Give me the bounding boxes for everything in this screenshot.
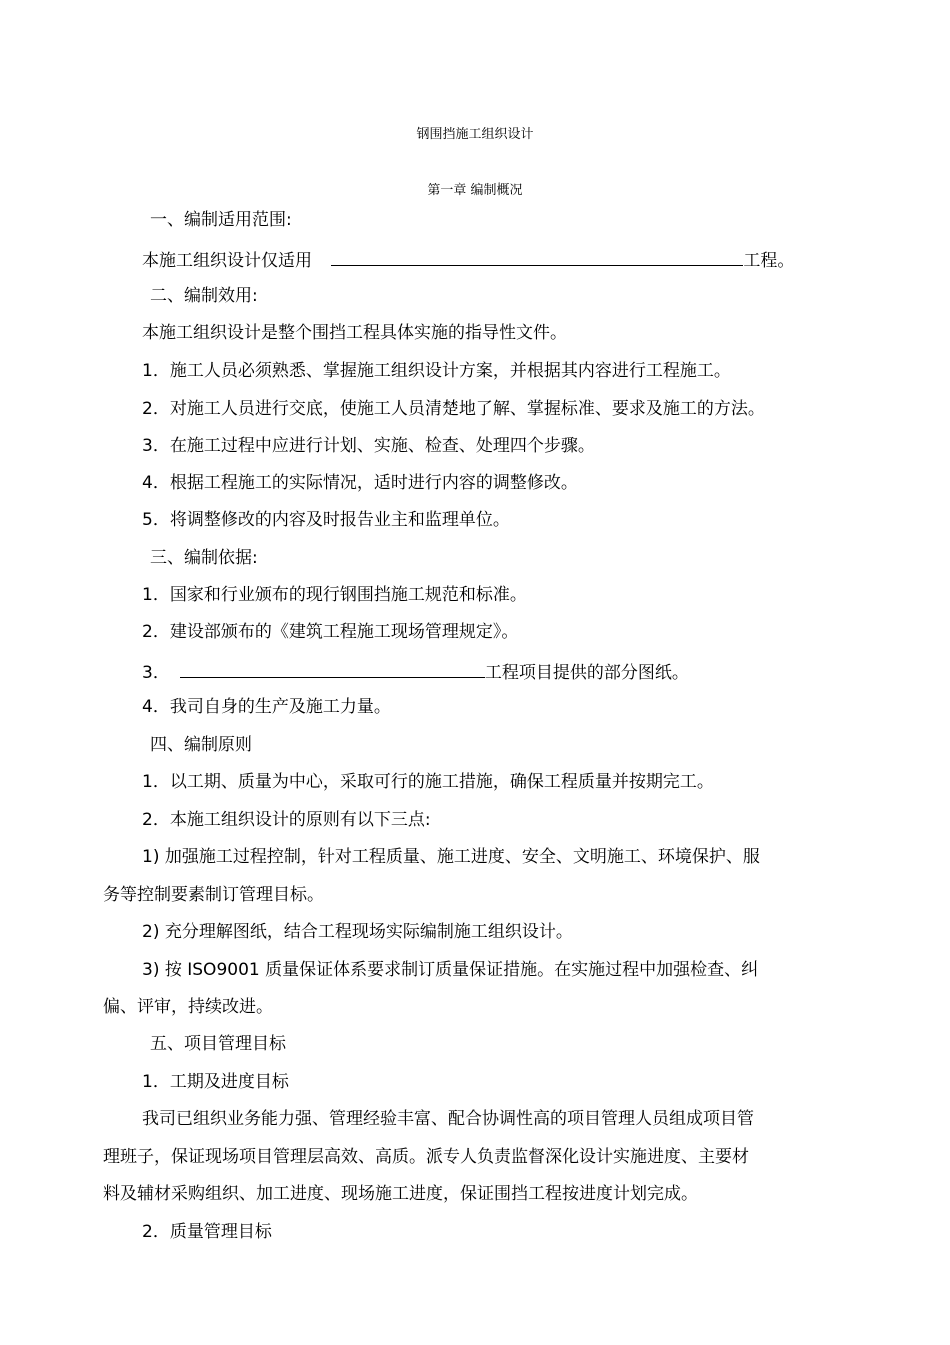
paragraph-line: 料及辅材采购组织、加工进度、现场施工进度，保证围挡工程按进度计划完成。 bbox=[103, 1184, 698, 1204]
list-item: 4．根据工程施工的实际情况，适时进行内容的调整修改。 bbox=[142, 473, 578, 493]
document-title: 钢围挡施工组织设计 bbox=[416, 127, 534, 142]
sub-item-line: 1) 加强施工过程控制，针对工程质量、施工进度、安全、文明施工、环境保护、服 bbox=[142, 847, 760, 867]
list-item: 1．施工人员必须熟悉、掌握施工组织设计方案，并根据其内容进行工程施工。 bbox=[142, 361, 731, 381]
paragraph-scope bbox=[142, 247, 902, 272]
chapter-heading: 第一章 编制概况 bbox=[427, 183, 523, 198]
list-item: 5．将调整修改的内容及时报告业主和监理单位。 bbox=[142, 510, 510, 530]
list-item: 1．工期及进度目标 bbox=[142, 1072, 289, 1092]
list-item-drawings bbox=[142, 659, 902, 684]
section-heading-effect: 二、编制效用: bbox=[150, 286, 258, 306]
project-name-blank bbox=[180, 659, 485, 678]
paragraph-line: 我司已组织业务能力强、管理经验丰富、配合协调性高的项目管理人员组成项目管 bbox=[142, 1109, 754, 1129]
project-name-blank bbox=[331, 247, 743, 266]
paragraph-line: 理班子，保证现场项目管理层高效、高质。派专人负责监督深化设计实施进度、主要材 bbox=[103, 1147, 749, 1167]
list-item: 3．在施工过程中应进行计划、实施、检查、处理四个步骤。 bbox=[142, 436, 595, 456]
list-item: 2．对施工人员进行交底，使施工人员清楚地了解、掌握标准、要求及施工的方法。 bbox=[142, 399, 765, 419]
paragraph-effect: 本施工组织设计是整个围挡工程具体实施的指导性文件。 bbox=[142, 323, 567, 343]
list-item: 1．国家和行业颁布的现行钢围挡施工规范和标准。 bbox=[142, 585, 527, 605]
section-heading-basis: 三、编制依据: bbox=[150, 548, 258, 568]
list-item: 2．建设部颁布的《建筑工程施工现场管理规定》。 bbox=[142, 622, 519, 642]
drawings-text: 工程项目提供的部分图纸。 bbox=[484, 663, 689, 683]
sub-item-continuation: 务等控制要素制订管理目标。 bbox=[103, 885, 324, 905]
list-item: 1．以工期、质量为中心，采取可行的施工措施，确保工程质量并按期完工。 bbox=[142, 772, 714, 792]
sub-item-line: 3) 按 ISO9001 质量保证体系要求制订质量保证措施。在实施过程中加强检查、纠 bbox=[142, 960, 759, 980]
list-item: 2．本施工组织设计的原则有以下三点: bbox=[142, 810, 431, 830]
sub-item-line: 2) 充分理解图纸，结合工程现场实际编制施工组织设计。 bbox=[142, 922, 573, 942]
list-item: 2．质量管理目标 bbox=[142, 1222, 272, 1242]
section-heading-scope: 一、编制适用范围: bbox=[150, 210, 292, 230]
section-heading-principles: 四、编制原则 bbox=[150, 735, 252, 755]
scope-suffix: 工程。 bbox=[743, 251, 795, 271]
scope-text: 本施工组织设计仅适用 bbox=[142, 251, 312, 271]
sub-item-continuation: 偏、评审，持续改进。 bbox=[103, 997, 273, 1017]
section-heading-targets: 五、项目管理目标 bbox=[150, 1034, 286, 1054]
list-item: 4．我司自身的生产及施工力量。 bbox=[142, 697, 391, 717]
list-number: 3． bbox=[142, 663, 170, 683]
